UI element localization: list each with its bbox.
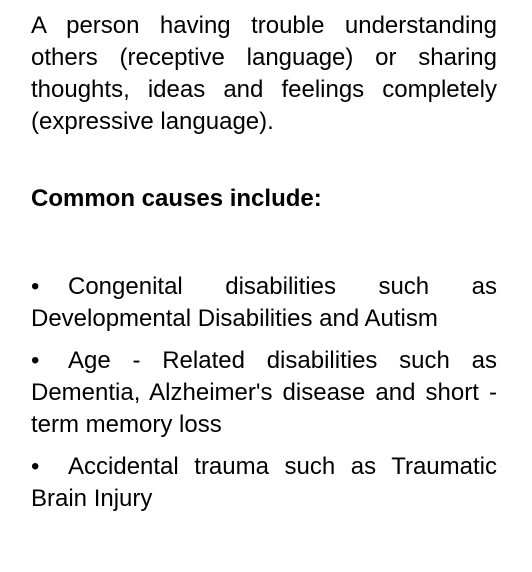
list-item [31,271,497,335]
bullet-icon: • [31,273,40,300]
bullet-icon: • [31,347,40,374]
causes-list [31,271,497,515]
list-item [31,345,497,441]
bullet-icon: • [31,453,40,480]
document-body [31,10,497,525]
list-item-text: Age - Related disabilities such as Dementia, Alzheimer's disease and short - term memory loss [31,347,497,438]
intro-paragraph: A person having trouble understanding others (receptive language) or sharing thoughts, ideas and feelings completely (expressive language). [31,12,497,135]
list-item-text: Accidental trauma such as Traumatic Brain Injury [31,453,497,512]
list-item-text: Congenital disabilities such as Developmental Disabilities and Autism [31,273,497,332]
causes-heading: Common causes include: [31,185,322,212]
list-item [31,451,497,515]
